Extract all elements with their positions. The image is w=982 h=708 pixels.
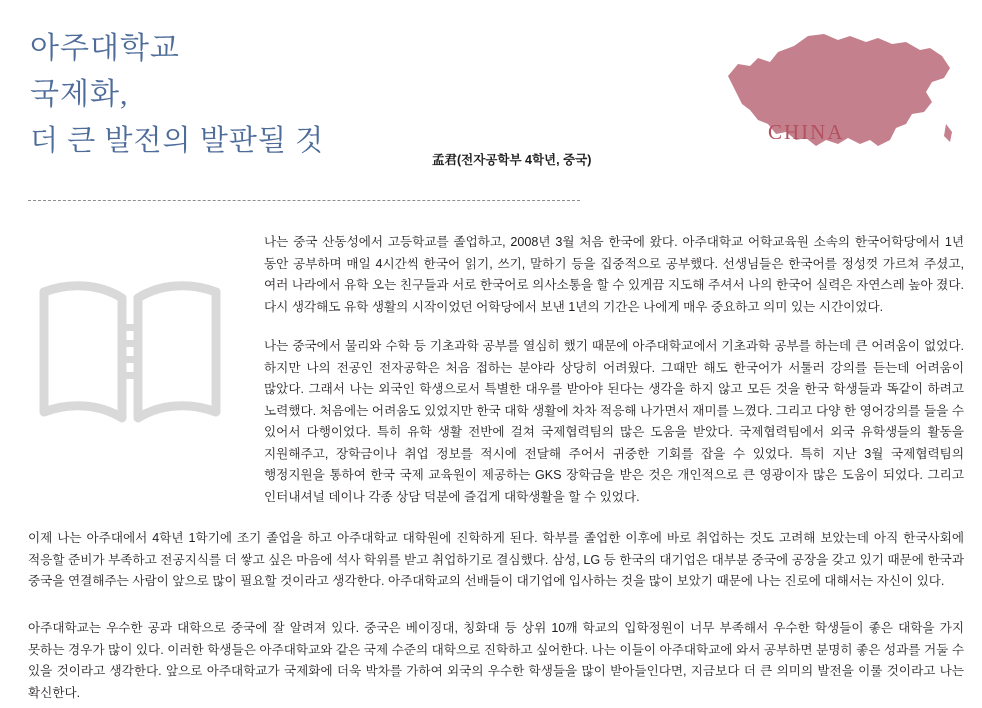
article-header	[0, 0, 982, 190]
paragraph: 나는 중국에서 물리와 수학 등 기초과학 공부를 열심히 했기 때문에 아주대학교에서 기초과학 공부를 하는데 큰 어려움이 없었다. 하지만 나의 전공인 전자공학은 처음 접하는 분야라 상당히 어려웠다. 그때만 해도 한국어가 서툴러 강의를 듣는데 어려움이 많았다. 그래서 나는 외국인 학생으로서 특별한 대우를 받아야 된다는 생각을 하지 않고 모든 것을 한국 학생들과 똑같이 하려고 노력했다. 처음에는 어려움도 있었지만 한국 대학 생활에 차차 적응해 나가면서 재미를 느꼈다. 그리고 다양 한 영어강의를 들을 수 있어서 다행이었다. 특히 유학 생활 전반에 걸쳐 국제협력팀의 많은 도움을 받았다. 국제협력팀에서 외국 유학생들의 활동을 지원해주고, 장학금이나 취업 정보를 적시에 전달해 주어서 귀중한 기회를 잡을 수 있었다. 특히 지난 3월 국제협력팀의 행정지원을 통하여 한국 국제 교육원이 제공하는 GKS 장학금을 받은 것은 개인적으로 큰 영광이자 많은 도움이 되었다. 그리고 인터내셔널 데이나 각종 상담 덕분에 즐겁게 대학생활을 할 수 있었다.	[264, 339, 964, 504]
open-book-icon	[30, 268, 230, 438]
map-label: CHINA	[768, 120, 845, 144]
article-body-fourth	[28, 618, 964, 704]
title-line-1: 아주대학교	[30, 32, 180, 65]
article-body-top	[264, 232, 964, 508]
title-line-2: 국제화,	[30, 78, 129, 111]
byline: 孟君(전자공학부 4학년, 중국)	[432, 153, 592, 167]
china-map-icon	[720, 28, 960, 163]
paragraph: 나는 중국 산동성에서 고등학교를 졸업하고, 2008년 3월 처음 한국에 왔다. 아주대학교 어학교육원 소속의 한국어학당에서 1년 동안 공부하며 매일 4시간씩 한국어 읽기, 쓰기, 말하기 등을 집중적으로 공부했다. 선생님들은 한국어를 정성껏 가르쳐 주셨고, 여러 나라에서 유학 오는 친구들과 서로 한국어로 의사소통을 할 수 있게끔 지도해 주셔서 나의 한국어 실력은 자연스레 높아 졌다. 다시 생각해도 유학 생활의 시작이었던 어학당에서 보낸 1년의 기간은 나에게 매우 중요하고 의미 있는 시간이었다.	[264, 235, 964, 314]
header-divider	[28, 200, 580, 201]
article-body-third	[28, 528, 964, 593]
title-line-3: 더 큰 발전의 발판될 것	[30, 125, 325, 157]
paragraph: 이제 나는 아주대에서 4학년 1학기에 조기 졸업을 하고 아주대학교 대학원에 진학하게 된다. 학부를 졸업한 이후에 바로 취업하는 것도 고려해 보았는데 아직 한국사회에 적응할 준비가 부족하고 전공지식를 더 쌓고 싶은 마음에 석사 학위를 받고 취업하기로 결심했다. 삼성, LG 등 한국의 대기업은 대부분 중국에 공장을 갖고 있기 때문에 한국과 중국을 연결해주는 사람이 앞으로 많이 필요할 것이라고 생각한다. 아주대학교의 선배들이 대기업에 입사하는 것을 많이 보았기 때문에 나는 진로에 대해서는 자신이 있다.	[28, 531, 964, 588]
paragraph: 아주대학교는 우수한 공과 대학으로 중국에 잘 알려져 있다. 중국은 베이징대, 칭화대 등 상위 10깨 학교의 입학정원이 너무 부족해서 우수한 학생들이 좋은 대학을 가지 못하는 경우가 많이 있다. 이러한 학생들은 아주대학교와 같은 국제 수준의 대학으로 진학하고 싶어한다. 나는 이들이 아주대학교에 와서 공부하면 분명히 좋은 성과를 거둘 수 있을 것이라고 생각한다. 앞으로 아주대학교가 국제화에 더욱 박차를 가하여 외국의 우수한 학생들을 많이 받아들인다면, 지금보다 더 큰 의미의 발전을 이룰 것이라고 나는 확신한다.	[28, 621, 964, 700]
page-title	[30, 26, 450, 164]
